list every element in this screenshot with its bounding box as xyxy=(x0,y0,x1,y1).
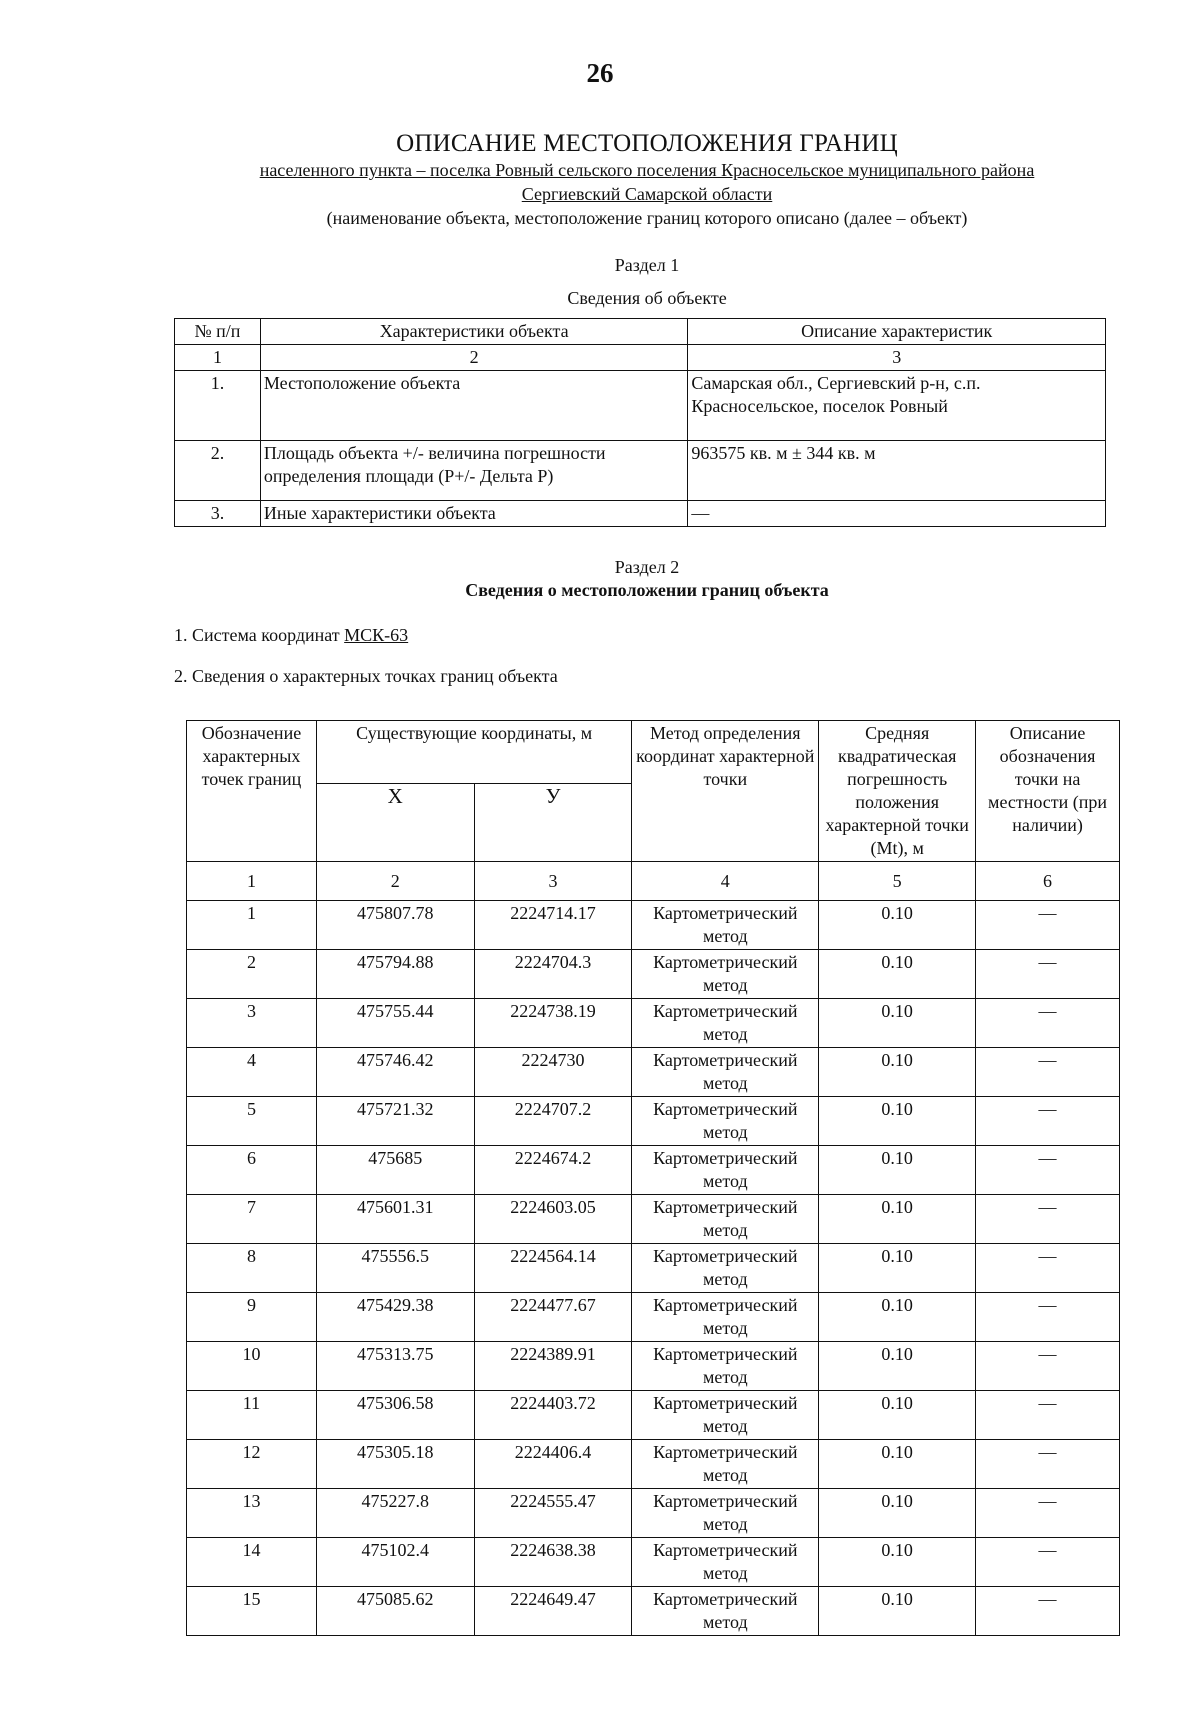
coord-y: 2224564.14 xyxy=(474,1244,632,1293)
error-value: 0.10 xyxy=(819,1440,976,1489)
error-value: 0.10 xyxy=(819,1146,976,1195)
column-number: 1 xyxy=(175,345,261,371)
document-title: ОПИСАНИЕ МЕСТОПОЛОЖЕНИЯ ГРАНИЦ xyxy=(396,130,898,157)
point-id: 3 xyxy=(187,999,317,1048)
coord-x: 475227.8 xyxy=(316,1489,474,1538)
table-row xyxy=(187,1489,1120,1538)
point-id: 1 xyxy=(187,901,317,950)
point-description: — xyxy=(976,1048,1120,1097)
coordinate-system-value: МСК-63 xyxy=(344,625,409,645)
coord-y: 2224406.4 xyxy=(474,1440,632,1489)
point-id: 15 xyxy=(187,1587,317,1636)
coord-x: 475755.44 xyxy=(316,999,474,1048)
row-number: 2. xyxy=(175,441,261,501)
point-id: 4 xyxy=(187,1048,317,1097)
error-value: 0.10 xyxy=(819,1391,976,1440)
table-row xyxy=(187,1342,1120,1391)
coord-x: 475685 xyxy=(316,1146,474,1195)
error-value: 0.10 xyxy=(819,901,976,950)
table-row xyxy=(187,1146,1120,1195)
coord-y: 2224707.2 xyxy=(474,1097,632,1146)
point-description: — xyxy=(976,1195,1120,1244)
coord-x: 475807.78 xyxy=(316,901,474,950)
point-id: 12 xyxy=(187,1440,317,1489)
method: Картометрический метод xyxy=(632,1538,819,1587)
point-description: — xyxy=(976,1391,1120,1440)
table-row xyxy=(175,441,1106,501)
table-row xyxy=(187,999,1120,1048)
subtitle-line-2 xyxy=(0,184,1200,205)
point-description: — xyxy=(976,999,1120,1048)
point-id: 10 xyxy=(187,1342,317,1391)
column-number: 2 xyxy=(316,862,474,901)
table-row xyxy=(187,1391,1120,1440)
point-id: 5 xyxy=(187,1097,317,1146)
point-id: 11 xyxy=(187,1391,317,1440)
error-value: 0.10 xyxy=(819,1195,976,1244)
table-row xyxy=(187,950,1120,999)
point-id: 14 xyxy=(187,1538,317,1587)
section-1-subheading: Сведения об объекте xyxy=(567,288,727,308)
coord-y: 2224403.72 xyxy=(474,1391,632,1440)
point-id: 13 xyxy=(187,1489,317,1538)
point-description: — xyxy=(976,1146,1120,1195)
header-desc: Описание обозначения точки на местности (при наличии) xyxy=(976,721,1120,862)
coord-x: 475601.31 xyxy=(316,1195,474,1244)
point-id: 6 xyxy=(187,1146,317,1195)
error-value: 0.10 xyxy=(819,1489,976,1538)
coord-y: 2224674.2 xyxy=(474,1146,632,1195)
characteristic-name: Площадь объекта +/- величина погрешности определения площади (Р+/- Дельта Р) xyxy=(260,441,688,501)
table-row xyxy=(175,501,1106,527)
point-id: 2 xyxy=(187,950,317,999)
table-row xyxy=(187,1195,1120,1244)
header-x: X xyxy=(316,784,474,862)
column-number-row xyxy=(187,862,1120,901)
method: Картометрический метод xyxy=(632,1244,819,1293)
subtitle-note: (наименование объекта, местоположение границ которого описано (далее – объект) xyxy=(326,208,968,228)
header-cell: Описание характеристик xyxy=(688,319,1106,345)
section-1-heading: Раздел 1 xyxy=(614,255,680,275)
coord-y: 2224603.05 xyxy=(474,1195,632,1244)
error-value: 0.10 xyxy=(819,1097,976,1146)
page-number: 26 xyxy=(586,58,614,88)
point-description: — xyxy=(976,1587,1120,1636)
coord-x: 475746.42 xyxy=(316,1048,474,1097)
table-header-row xyxy=(187,721,1120,784)
subtitle-line-2-text: Сергиевский Самарской области xyxy=(521,184,773,204)
point-id: 7 xyxy=(187,1195,317,1244)
method: Картометрический метод xyxy=(632,999,819,1048)
coord-x: 475306.58 xyxy=(316,1391,474,1440)
coord-y: 2224477.67 xyxy=(474,1293,632,1342)
point-description: — xyxy=(976,901,1120,950)
table-header-row xyxy=(175,319,1106,345)
section-2-subheading: Сведения о местоположении границ объекта xyxy=(465,580,829,600)
coord-x: 475794.88 xyxy=(316,950,474,999)
point-description: — xyxy=(976,950,1120,999)
point-description: — xyxy=(976,1342,1120,1391)
boundary-points-table xyxy=(186,720,1120,1636)
characteristic-desc: Самарская обл., Сергиевский р-н, с.п. Красносельское, поселок Ровный xyxy=(688,371,1106,441)
characteristic-name: Местоположение объекта xyxy=(260,371,688,441)
error-value: 0.10 xyxy=(819,1342,976,1391)
error-value: 0.10 xyxy=(819,1293,976,1342)
method: Картометрический метод xyxy=(632,1342,819,1391)
error-value: 0.10 xyxy=(819,1587,976,1636)
method: Картометрический метод xyxy=(632,1391,819,1440)
point-description: — xyxy=(976,1440,1120,1489)
table-row xyxy=(187,1587,1120,1636)
characteristic-desc: — xyxy=(688,501,1106,527)
object-info-table xyxy=(174,318,1106,527)
subtitle-line-1-text: населенного пункта – поселка Ровный сельского поселения Красносельское муниципального района xyxy=(259,160,1035,180)
header-method: Метод определения координат характерной точки xyxy=(632,721,819,862)
method: Картометрический метод xyxy=(632,1440,819,1489)
column-number: 5 xyxy=(819,862,976,901)
coord-y: 2224730 xyxy=(474,1048,632,1097)
coordinate-system-line xyxy=(174,625,408,646)
table-row xyxy=(187,1097,1120,1146)
coord-y: 2224555.47 xyxy=(474,1489,632,1538)
column-number: 4 xyxy=(632,862,819,901)
coord-x: 475429.38 xyxy=(316,1293,474,1342)
method: Картометрический метод xyxy=(632,1097,819,1146)
method: Картометрический метод xyxy=(632,1195,819,1244)
coord-y: 2224638.38 xyxy=(474,1538,632,1587)
subtitle-line-1 xyxy=(0,160,1200,181)
column-number: 2 xyxy=(260,345,688,371)
point-description: — xyxy=(976,1489,1120,1538)
coord-y: 2224714.17 xyxy=(474,901,632,950)
column-number: 3 xyxy=(688,345,1106,371)
section-2-heading: Раздел 2 xyxy=(614,557,680,577)
coord-x: 475085.62 xyxy=(316,1587,474,1636)
coord-x: 475102.4 xyxy=(316,1538,474,1587)
coord-x: 475305.18 xyxy=(316,1440,474,1489)
row-number: 1. xyxy=(175,371,261,441)
table-row xyxy=(187,901,1120,950)
header-y: У xyxy=(474,784,632,862)
header-point: Обозначение характерных точек границ xyxy=(187,721,317,862)
method: Картометрический метод xyxy=(632,1587,819,1636)
characteristic-name: Иные характеристики объекта xyxy=(260,501,688,527)
header-error: Средняя квадратическая погрешность положения характерной точки (Mt), м xyxy=(819,721,976,862)
coordinate-system-label: 1. Система координат xyxy=(174,625,345,645)
table-row xyxy=(175,371,1106,441)
table-row xyxy=(187,1440,1120,1489)
method: Картометрический метод xyxy=(632,901,819,950)
coord-y: 2224389.91 xyxy=(474,1342,632,1391)
error-value: 0.10 xyxy=(819,950,976,999)
column-number: 1 xyxy=(187,862,317,901)
point-description: — xyxy=(976,1293,1120,1342)
header-coords: Существующие координаты, м xyxy=(316,721,631,784)
method: Картометрический метод xyxy=(632,1048,819,1097)
header-cell: № п/п xyxy=(175,319,261,345)
table-row xyxy=(187,1538,1120,1587)
point-id: 9 xyxy=(187,1293,317,1342)
method: Картометрический метод xyxy=(632,1146,819,1195)
method: Картометрический метод xyxy=(632,1293,819,1342)
coord-x: 475721.32 xyxy=(316,1097,474,1146)
coord-y: 2224649.47 xyxy=(474,1587,632,1636)
column-number-row xyxy=(175,345,1106,371)
row-number: 3. xyxy=(175,501,261,527)
method: Картометрический метод xyxy=(632,950,819,999)
point-description: — xyxy=(976,1097,1120,1146)
characteristic-desc: 963575 кв. м ± 344 кв. м xyxy=(688,441,1106,501)
point-description: — xyxy=(976,1244,1120,1293)
coord-x: 475313.75 xyxy=(316,1342,474,1391)
coord-y: 2224704.3 xyxy=(474,950,632,999)
column-number: 6 xyxy=(976,862,1120,901)
error-value: 0.10 xyxy=(819,999,976,1048)
error-value: 0.10 xyxy=(819,1048,976,1097)
method: Картометрический метод xyxy=(632,1489,819,1538)
point-id: 8 xyxy=(187,1244,317,1293)
header-cell: Характеристики объекта xyxy=(260,319,688,345)
point-description: — xyxy=(976,1538,1120,1587)
coord-x: 475556.5 xyxy=(316,1244,474,1293)
table-row xyxy=(187,1293,1120,1342)
error-value: 0.10 xyxy=(819,1538,976,1587)
table-row xyxy=(187,1048,1120,1097)
table-row xyxy=(187,1244,1120,1293)
column-number: 3 xyxy=(474,862,632,901)
coord-y: 2224738.19 xyxy=(474,999,632,1048)
points-info-line: 2. Сведения о характерных точках границ объекта xyxy=(174,666,558,686)
error-value: 0.10 xyxy=(819,1244,976,1293)
